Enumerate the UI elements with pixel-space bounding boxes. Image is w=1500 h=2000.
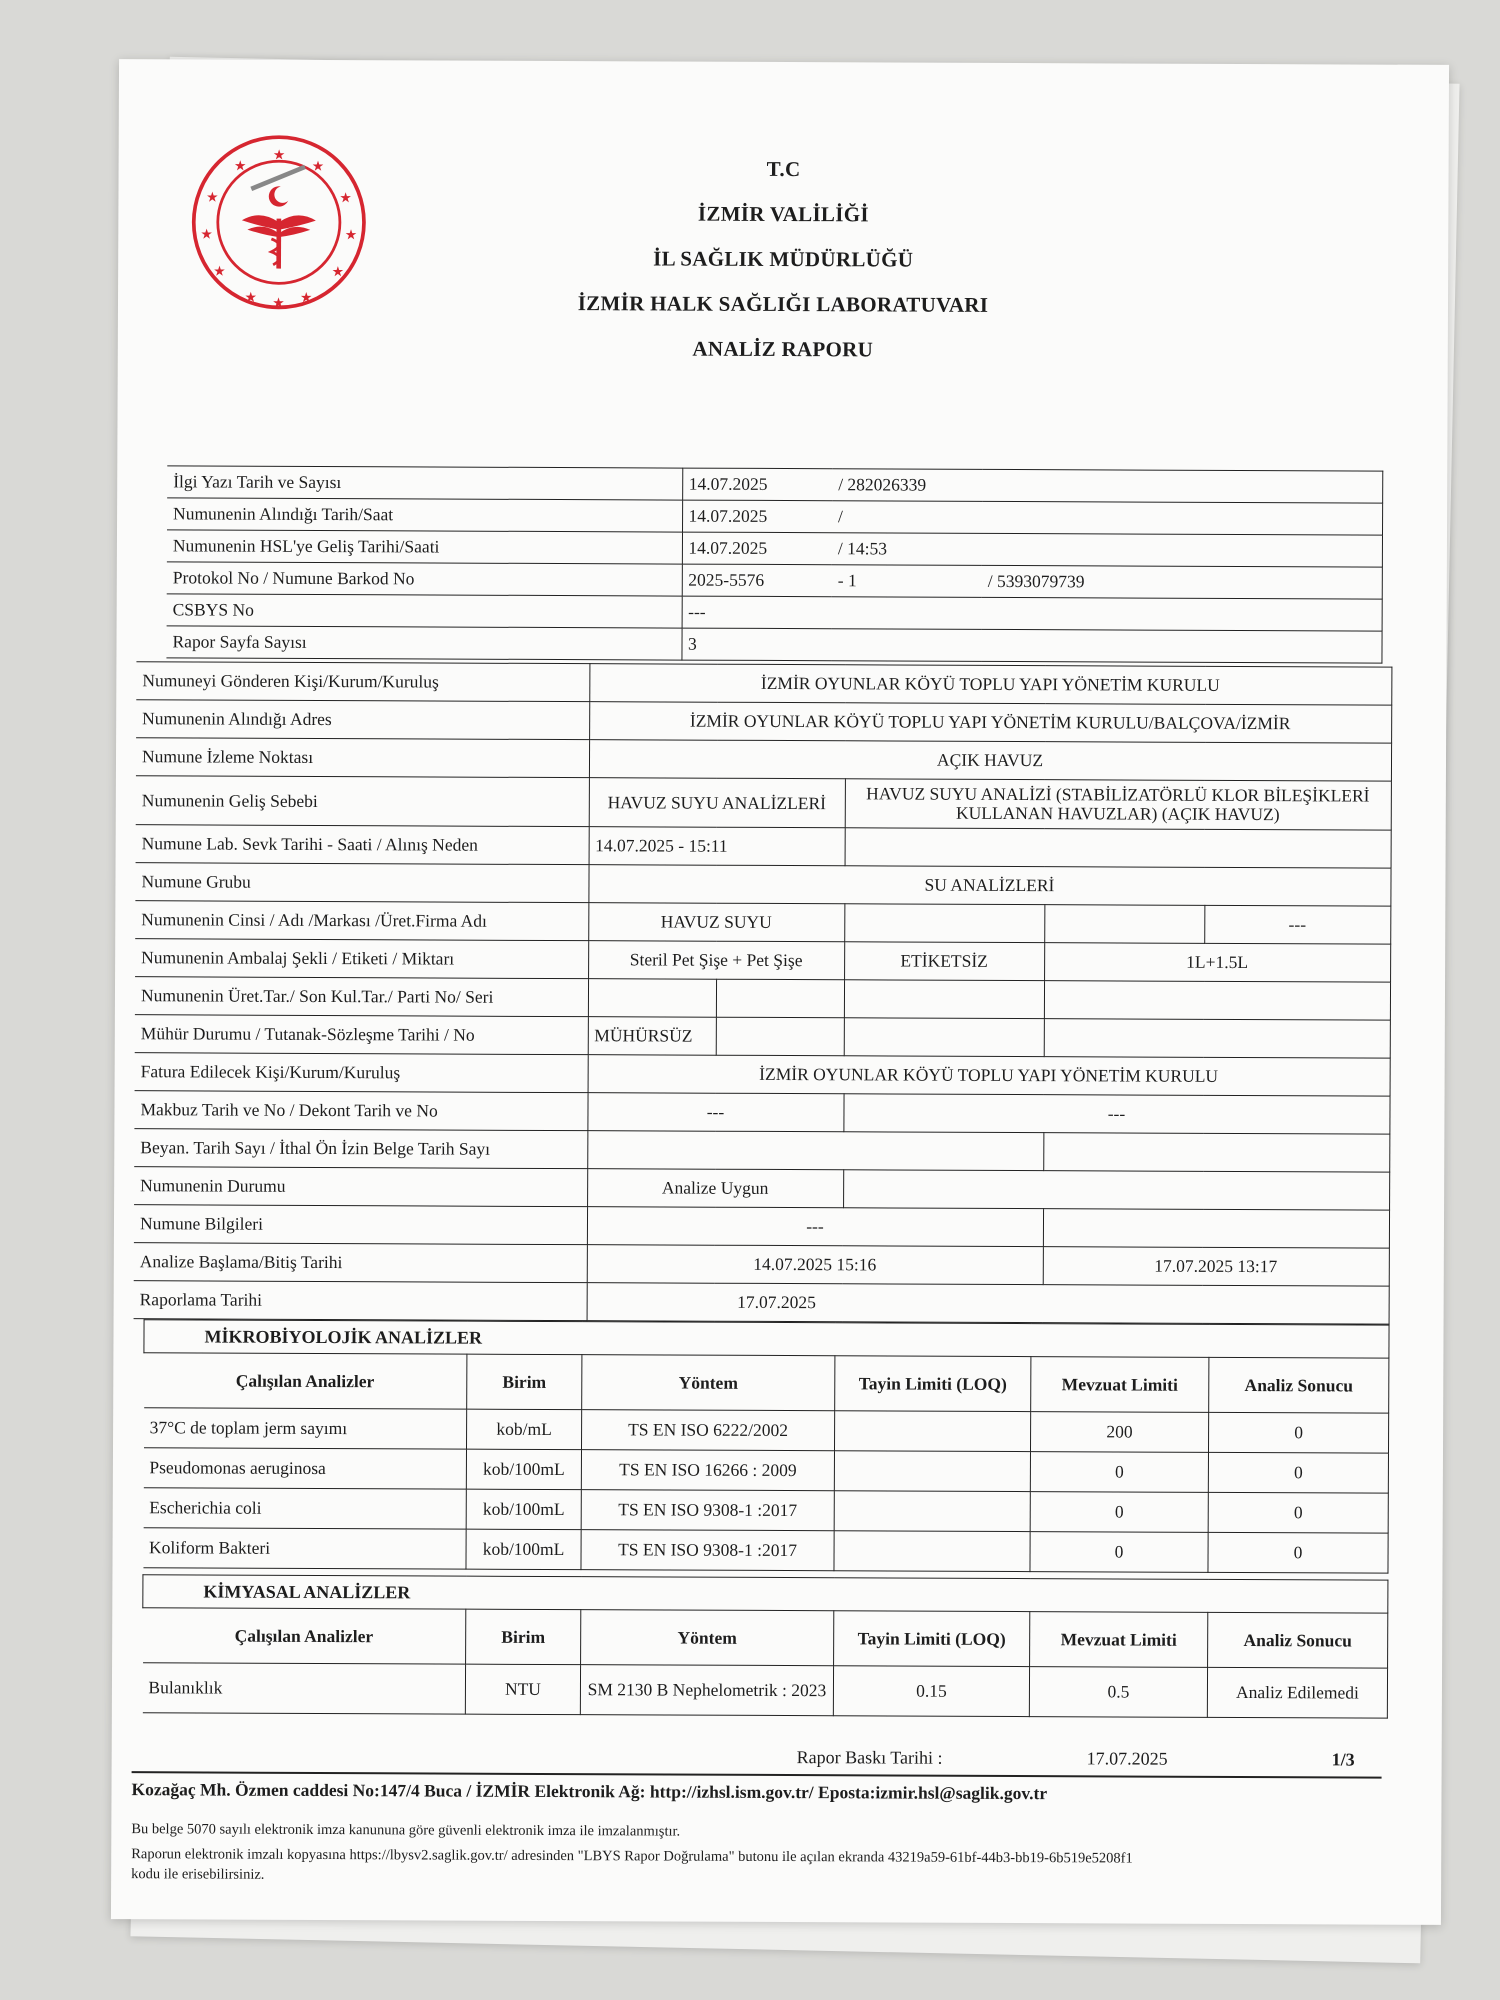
izleme-value: AÇIK HAVUZ xyxy=(589,740,1391,781)
micro-cell: 0 xyxy=(1208,1452,1388,1493)
svg-text:★: ★ xyxy=(272,147,286,164)
svg-text:★: ★ xyxy=(206,189,219,206)
svg-text:★: ★ xyxy=(300,289,313,307)
col-analiz: Çalışılan Analizler xyxy=(143,1608,466,1664)
adres-value: İZMİR OYUNLAR KÖYÜ TOPLU YAPI YÖNETİM KURULU/BALÇOVA/İZMİR xyxy=(589,702,1391,743)
micro-cell: kob/100mL xyxy=(466,1449,581,1490)
muhur-empty-3 xyxy=(1044,1019,1390,1059)
sayfa-label: Rapor Sayfa Sayısı xyxy=(166,626,681,660)
svg-text:★: ★ xyxy=(233,158,247,175)
col-analiz: Çalışılan Analizler xyxy=(144,1353,467,1409)
sevk-empty xyxy=(845,828,1391,868)
table-row xyxy=(143,1575,1388,1613)
col-yontem: Yöntem xyxy=(582,1355,835,1411)
uretim-empty-1 xyxy=(588,979,716,1018)
chem-cell: 0.15 xyxy=(833,1666,1029,1717)
micro-cell: 0 xyxy=(1208,1412,1388,1453)
cinsi-empty-2 xyxy=(1044,905,1204,944)
table-row xyxy=(144,1408,1389,1453)
svg-text:★: ★ xyxy=(311,158,325,175)
sebep-label: Numunenin Geliş Sebebi xyxy=(136,776,589,827)
micro-cell: kob/100mL xyxy=(466,1489,581,1530)
table-row xyxy=(143,1448,1388,1493)
ilgi-date: 14.07.2025 xyxy=(682,468,832,501)
micro-cell xyxy=(834,1491,1030,1532)
grup-value: SU ANALİZLERİ xyxy=(588,865,1390,906)
table-row xyxy=(134,1205,1389,1248)
rapor-value: 17.07.2025 xyxy=(587,1283,1389,1324)
micro-cell xyxy=(834,1531,1030,1572)
table-row xyxy=(135,1015,1390,1058)
micro-cell: 0 xyxy=(1208,1532,1388,1573)
heading-mudurluk: İL SAĞLIK MÜDÜRLÜĞÜ xyxy=(653,246,914,272)
svg-text:★: ★ xyxy=(244,289,258,306)
makbuz-value-2: --- xyxy=(843,1094,1389,1134)
micro-cell: 37°C de toplam jerm sayımı xyxy=(144,1408,467,1449)
grup-label: Numune Grubu xyxy=(135,863,588,903)
table-header-row xyxy=(144,1353,1389,1413)
bilgi-label: Numune Bilgileri xyxy=(134,1205,587,1245)
table-row xyxy=(135,939,1390,982)
muhur-empty-1 xyxy=(716,1017,844,1056)
micro-cell: Escherichia coli xyxy=(143,1488,466,1529)
bilgi-value: --- xyxy=(587,1207,1043,1247)
table-row xyxy=(143,1528,1388,1573)
micro-cell: Pseudomonas aeruginosa xyxy=(143,1448,466,1489)
cinsi-label: Numunenin Cinsi / Adı /Markası /Üret.Firma Adı xyxy=(135,901,588,941)
chem-cell: Bulanıklık xyxy=(142,1663,465,1714)
micro-cell: 0 xyxy=(1030,1532,1208,1573)
chem-section-title: KİMYASAL ANALİZLER xyxy=(143,1575,1388,1613)
micro-cell: TS EN ISO 9308-1 :2017 xyxy=(581,1530,834,1571)
protokol-no: 2025-5576 xyxy=(682,564,832,597)
csbys-label: CSBYS No xyxy=(167,594,682,628)
col-sonuc: Analiz Sonucu xyxy=(1209,1357,1389,1413)
cinsi-value: HAVUZ SUYU xyxy=(588,903,844,942)
sevk-label: Numune Lab. Sevk Tarihi - Saati / Alınış Neden xyxy=(136,825,589,865)
gelis-date: 14.07.2025 xyxy=(682,532,832,565)
chem-cell: 0.5 xyxy=(1029,1667,1207,1718)
verification-note-end: kodu ile erisebilirsiniz. xyxy=(131,1866,265,1883)
ilgi-no: / 282026339 xyxy=(832,469,1382,503)
chem-cell: NTU xyxy=(465,1664,580,1715)
col-loq: Tayin Limiti (LOQ) xyxy=(834,1611,1030,1667)
sample-details-table xyxy=(134,661,1392,1324)
miktar-value: 1L+1.5L xyxy=(1044,943,1390,983)
table-row xyxy=(135,863,1390,906)
col-mevzuat: Mevzuat Limiti xyxy=(1031,1357,1209,1413)
alindigi-time: / xyxy=(832,501,1382,535)
heading-valilik: İZMİR VALİLİĞİ xyxy=(697,201,869,227)
heading-tc: T.C xyxy=(766,156,801,182)
sample-info-table xyxy=(166,465,1382,663)
durum-value: Analize Uygun xyxy=(587,1169,843,1208)
print-date-line xyxy=(132,1744,1382,1770)
micro-cell: TS EN ISO 16266 : 2009 xyxy=(581,1450,834,1491)
chem-analysis-table xyxy=(142,1574,1389,1718)
table-row xyxy=(135,1053,1390,1096)
table-row xyxy=(134,1281,1389,1324)
ambalaj-label: Numunenin Ambalaj Şekli / Etiketi / Miktarı xyxy=(135,939,588,979)
table-row xyxy=(134,1091,1389,1134)
fatura-value: İZMİR OYUNLAR KÖYÜ TOPLU YAPI YÖNETİM KURULU xyxy=(588,1055,1390,1096)
cinsi-last: --- xyxy=(1204,905,1390,944)
table-row xyxy=(166,626,1381,663)
protokol-label: Protokol No / Numune Barkod No xyxy=(167,562,682,596)
sebep-value-2: HAVUZ SUYU ANALİZİ (STABİLİZATÖRLÜ KLOR BİLEŞİKLERİ KULLANAN HAVUZLAR) (AÇIK HAVUZ) xyxy=(845,779,1391,830)
micro-cell: 0 xyxy=(1208,1492,1388,1533)
izleme-label: Numune İzleme Noktası xyxy=(136,738,589,778)
analiz-start: 14.07.2025 15:16 xyxy=(587,1245,1043,1285)
alindigi-label: Numunenin Alındığı Tarih/Saat xyxy=(167,498,682,532)
print-date-value: 17.07.2025 xyxy=(1086,1748,1168,1769)
table-header-row xyxy=(143,1608,1388,1668)
table-row xyxy=(136,662,1391,705)
page-number: 1/3 xyxy=(1331,1749,1355,1770)
report-heading xyxy=(118,144,1449,375)
etiket-value: ETİKETSİZ xyxy=(844,942,1044,981)
uretim-empty-4 xyxy=(1044,981,1390,1021)
durum-empty xyxy=(843,1170,1389,1210)
col-birim: Birim xyxy=(467,1354,582,1410)
chem-cell: Analiz Edilemedi xyxy=(1207,1667,1387,1718)
ambalaj-value: Steril Pet Şişe + Pet Şişe xyxy=(588,941,844,980)
heading-laboratuvar: İZMİR HALK SAĞLIĞI LABORATUVARI xyxy=(577,291,989,317)
col-mevzuat: Mevzuat Limiti xyxy=(1030,1612,1208,1668)
micro-cell: 200 xyxy=(1030,1412,1208,1453)
table-row xyxy=(142,1663,1387,1718)
chem-cell: SM 2130 B Nephelometrik : 2023 xyxy=(580,1665,833,1716)
sebep-value-1: HAVUZ SUYU ANALİZLERİ xyxy=(589,778,845,828)
col-birim: Birim xyxy=(466,1609,581,1665)
verification-note: Raporun elektronik imzalı kopyasına https://lbysv2.saglik.gov.tr/ adresinden "LBYS Rapor Doğrulama" butonu ile açılan ekranda 43219a59-61bf-44b3-bb19-6b519e5208f1 xyxy=(131,1846,1133,1867)
durum-label: Numunenin Durumu xyxy=(134,1167,587,1207)
table-row xyxy=(144,1320,1389,1358)
gonderen-value: İZMİR OYUNLAR KÖYÜ TOPLU YAPI YÖNETİM KURULU xyxy=(589,664,1391,705)
muhur-label: Mühür Durumu / Tutanak-Sözleşme Tarihi / No xyxy=(135,1015,588,1055)
alindigi-date: 14.07.2025 xyxy=(682,500,832,533)
micro-cell: TS EN ISO 6222/2002 xyxy=(582,1410,835,1451)
csbys-value: --- xyxy=(682,596,1382,631)
uretim-empty-3 xyxy=(844,980,1044,1019)
table-row xyxy=(134,1129,1389,1172)
report-page xyxy=(111,59,1449,1925)
lab-address: Kozağaç Mh. Özmen caddesi No:147/4 Buca / İZMİR Elektronik Ağ: http://izhsl.ism.gov.tr/ Eposta:izmir.hsl@saglik.gov.tr xyxy=(131,1771,1381,1805)
sayfa-value: 3 xyxy=(681,628,1381,663)
table-row xyxy=(167,530,1382,567)
uretim-empty-2 xyxy=(716,979,844,1018)
micro-cell xyxy=(834,1451,1030,1492)
micro-analysis-table xyxy=(142,1319,1389,1573)
micro-section-title: MİKROBİYOLOJİK ANALİZLER xyxy=(144,1320,1389,1358)
fatura-label: Fatura Edilecek Kişi/Kurum/Kuruluş xyxy=(135,1053,588,1093)
micro-cell: 0 xyxy=(1030,1492,1208,1533)
table-row xyxy=(167,594,1382,631)
protokol-sub: - 1 xyxy=(832,565,982,598)
svg-text:★: ★ xyxy=(331,264,345,281)
beyan-empty-2 xyxy=(1043,1133,1389,1173)
print-date-label: Rapor Baskı Tarihi : xyxy=(796,1747,943,1768)
analiz-end: 17.07.2025 13:17 xyxy=(1043,1247,1389,1287)
svg-text:★: ★ xyxy=(200,226,213,243)
micro-cell: 0 xyxy=(1030,1452,1208,1493)
col-loq: Tayin Limiti (LOQ) xyxy=(835,1356,1031,1412)
gelis-label: Numunenin HSL'ye Geliş Tarihi/Saati xyxy=(167,530,682,564)
table-row xyxy=(134,1243,1389,1286)
table-row xyxy=(136,700,1391,743)
muhur-empty-2 xyxy=(844,1018,1044,1057)
gonderen-label: Numuneyi Gönderen Kişi/Kurum/Kuruluş xyxy=(136,662,589,702)
table-row xyxy=(167,498,1382,535)
sevk-value: 14.07.2025 - 15:11 xyxy=(589,827,845,866)
table-row xyxy=(136,776,1391,830)
cinsi-empty-1 xyxy=(844,904,1044,943)
table-row xyxy=(136,825,1391,868)
table-row xyxy=(167,562,1382,599)
table-row xyxy=(135,901,1390,944)
muhur-value: MÜHÜRSÜZ xyxy=(588,1017,716,1056)
table-row xyxy=(134,1167,1389,1210)
beyan-label: Beyan. Tarih Sayı / İthal Ön İzin Belge Tarih Sayı xyxy=(134,1129,587,1169)
col-sonuc: Analiz Sonucu xyxy=(1208,1612,1388,1668)
svg-text:★: ★ xyxy=(213,263,226,280)
analiz-label: Analize Başlama/Bitiş Tarihi xyxy=(134,1243,587,1283)
table-row xyxy=(167,466,1382,503)
micro-cell: kob/mL xyxy=(467,1409,582,1450)
rapor-label: Raporlama Tarihi xyxy=(134,1281,587,1321)
table-row xyxy=(143,1488,1388,1533)
heading-analiz-raporu: ANALİZ RAPORU xyxy=(692,336,874,362)
col-yontem: Yöntem xyxy=(581,1610,834,1666)
gelis-time: / 14:53 xyxy=(832,533,1382,567)
table-row xyxy=(136,738,1391,781)
micro-cell: kob/100mL xyxy=(466,1529,581,1570)
svg-text:★: ★ xyxy=(272,295,285,312)
svg-text:★: ★ xyxy=(344,227,358,244)
micro-cell: Koliform Bakteri xyxy=(143,1528,466,1569)
uretim-label: Numunenin Üret.Tar./ Son Kul.Tar./ Parti No/ Seri xyxy=(135,977,588,1017)
beyan-empty-1 xyxy=(587,1131,1043,1171)
micro-cell xyxy=(834,1411,1030,1452)
micro-cell: TS EN ISO 9308-1 :2017 xyxy=(581,1490,834,1531)
barkod-no: / 5393079739 xyxy=(982,565,1382,599)
adres-label: Numunenin Alındığı Adres xyxy=(136,700,589,740)
makbuz-label: Makbuz Tarih ve No / Dekont Tarih ve No xyxy=(134,1091,587,1131)
table-row xyxy=(135,977,1390,1020)
signature-note: Bu belge 5070 sayılı elektronik imza kanununa göre güvenli elektronik imza ile imzalanmıştır. xyxy=(131,1821,681,1840)
ilgi-label: İlgi Yazı Tarih ve Sayısı xyxy=(167,466,682,500)
bilgi-empty xyxy=(1043,1209,1389,1249)
svg-text:★: ★ xyxy=(339,190,352,207)
makbuz-value-1: --- xyxy=(587,1093,843,1132)
